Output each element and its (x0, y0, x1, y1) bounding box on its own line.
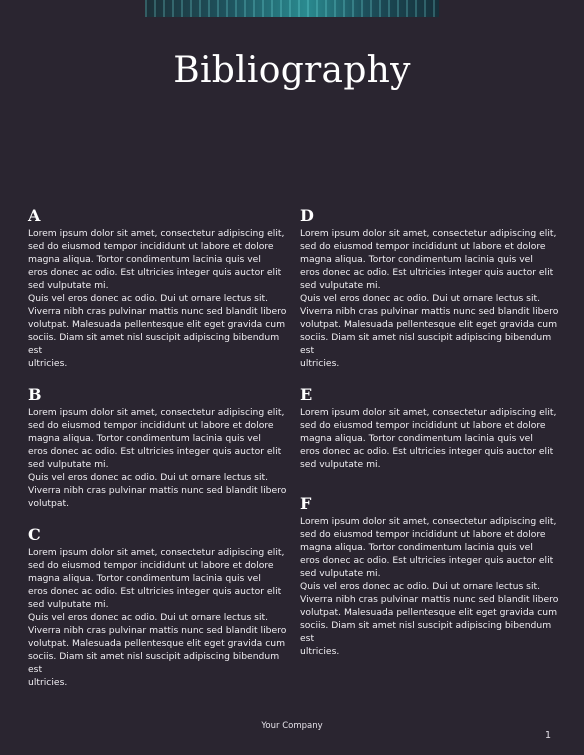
left-column (28, 205, 290, 703)
page-number: 1 (545, 730, 552, 741)
section-letter-f: F (300, 494, 312, 513)
section-text-a: Lorem ipsum dolor sit amet, consectetur adipiscing elit, sed do eiusmod tempor incididunt ut labore et dolore magna aliqua. Tortor condimentum lacinia quis vel eros donec ac odio. Est ultricies integer quis auctor elit sed vulputate mi. Quis vel eros donec ac odio. Dui ut ornare lectus sit. Viverra nibh cras pulvinar mattis nunc sed blandit libero volutpat. Malesuada pellentesque elit eget gravida cum sociis. Diam sit amet nisl suscipit adipiscing bibendum est ultricies. (28, 228, 287, 369)
section-a (28, 205, 290, 370)
section-text-c: Lorem ipsum dolor sit amet, consectetur adipiscing elit, sed do eiusmod tempor incididunt ut labore et dolore magna aliqua. Tortor condimentum lacinia quis vel eros donec ac odio. Est ultricies integer quis auctor elit sed vulputate mi. Quis vel eros donec ac odio. Dui ut ornare lectus sit. Viverra nibh cras pulvinar mattis nunc sed blandit libero volutpat. Malesuada pellentesque elit eget gravida cum sociis. Diam sit amet nisl suscipit adipiscing bibendum est ultricies. (28, 547, 287, 688)
section-d (300, 205, 562, 370)
section-letter-a: A (28, 206, 41, 225)
section-e (300, 384, 562, 471)
section-letter-c: C (28, 525, 41, 544)
section-f (300, 493, 562, 658)
section-letter-e: E (300, 385, 313, 404)
header-banner-image (145, 0, 439, 17)
section-letter-d: D (300, 206, 314, 225)
right-column (300, 205, 562, 672)
section-text-f: Lorem ipsum dolor sit amet, consectetur adipiscing elit, sed do eiusmod tempor incididunt ut labore et dolore magna aliqua. Tortor condimentum lacinia quis vel eros donec ac odio. Est ultricies integer quis auctor elit sed vulputate mi. Quis vel eros donec ac odio. Dui ut ornare lectus sit. Viverra nibh cras pulvinar mattis nunc sed blandit libero volutpat. Malesuada pellentesque elit eget gravida cum sociis. Diam sit amet nisl suscipit adipiscing bibendum est ultricies. (300, 516, 559, 657)
section-text-b: Lorem ipsum dolor sit amet, consectetur adipiscing elit, sed do eiusmod tempor incididunt ut labore et dolore magna aliqua. Tortor condimentum lacinia quis vel eros donec ac odio. Est ultricies integer quis auctor elit sed vulputate mi. Quis vel eros donec ac odio. Dui ut ornare lectus sit. Viverra nibh cras pulvinar mattis nunc sed blandit libero volutpat. (28, 407, 287, 509)
page-title: Bibliography (173, 50, 411, 91)
section-text-d: Lorem ipsum dolor sit amet, consectetur adipiscing elit, sed do eiusmod tempor incididunt ut labore et dolore magna aliqua. Tortor condimentum lacinia quis vel eros donec ac odio. Est ultricies integer quis auctor elit sed vulputate mi. Quis vel eros donec ac odio. Dui ut ornare lectus sit. Viverra nibh cras pulvinar mattis nunc sed blandit libero volutpat. Malesuada pellentesque elit eget gravida cum sociis. Diam sit amet nisl suscipit adipiscing bibendum est ultricies. (300, 228, 559, 369)
section-letter-b: B (28, 385, 42, 404)
section-b (28, 384, 290, 510)
section-c (28, 524, 290, 689)
section-text-e: Lorem ipsum dolor sit amet, consectetur adipiscing elit, sed do eiusmod tempor incididunt ut labore et dolore magna aliqua. Tortor condimentum lacinia quis vel eros donec ac odio. Est ultricies integer quis auctor elit sed vulputate mi. (300, 407, 557, 470)
footer-company-name: Your Company (261, 721, 323, 731)
